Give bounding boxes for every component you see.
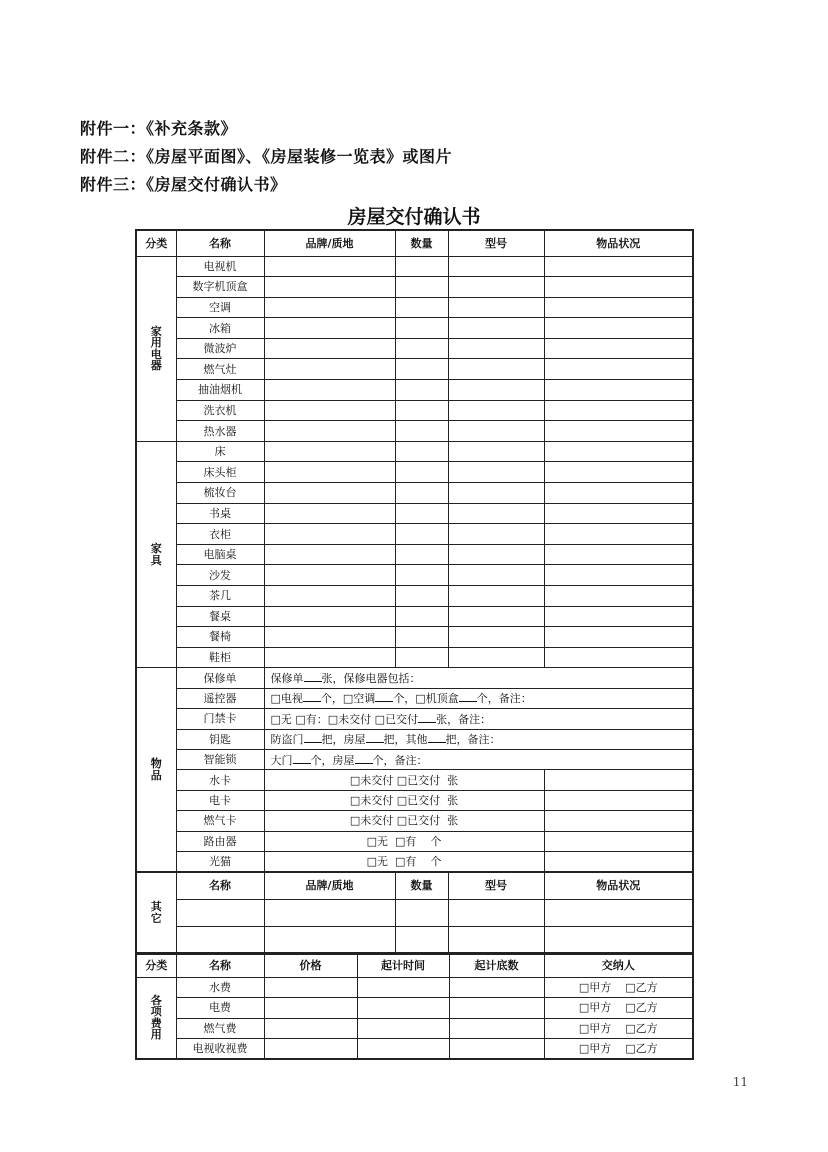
cell — [395, 483, 448, 504]
header-model: 型号 — [448, 230, 544, 256]
cell — [544, 359, 693, 380]
cell — [395, 524, 448, 545]
delivery-status: □未交付 □已交付 张 — [264, 811, 544, 831]
cell — [395, 565, 448, 586]
attachment-2: 附件二：《房屋平面图》、《房屋装修一览表》或图片 — [80, 147, 453, 166]
item-name: 光猫 — [176, 851, 264, 871]
cell — [544, 770, 693, 790]
table-row — [136, 977, 693, 998]
table-row — [136, 297, 693, 318]
cell — [357, 1018, 449, 1039]
cell — [449, 1018, 544, 1039]
blank-line — [303, 692, 321, 702]
blank-line — [293, 754, 311, 764]
cell — [544, 565, 693, 586]
cell — [544, 297, 693, 318]
cell — [395, 544, 448, 565]
cell — [264, 380, 395, 401]
table-row — [136, 1018, 693, 1039]
cell — [448, 926, 544, 953]
cell — [448, 380, 544, 401]
cell — [448, 256, 544, 277]
item-name: 茶几 — [176, 586, 264, 607]
others-header-quantity: 数量 — [395, 872, 448, 899]
item-name: 床头柜 — [176, 462, 264, 483]
blank-line — [304, 733, 322, 743]
cell — [176, 926, 264, 953]
item-name: 沙发 — [176, 565, 264, 586]
item-name: 门禁卡 — [176, 709, 264, 729]
table-row — [136, 380, 693, 401]
table-row — [136, 811, 693, 831]
fees-header-start-reading: 起计底数 — [449, 954, 544, 977]
item-name: 餐桌 — [176, 606, 264, 627]
cell — [264, 998, 357, 1019]
category-appliances: 家用电器 — [136, 256, 176, 441]
table-header-row — [136, 230, 693, 256]
cell — [264, 441, 395, 462]
header-category: 分类 — [136, 230, 176, 256]
item-name: 床 — [176, 441, 264, 462]
cell — [544, 586, 693, 607]
table-row — [136, 318, 693, 339]
delivery-status: □无 □有 个 — [264, 831, 544, 851]
table-row — [136, 749, 693, 769]
cell — [448, 483, 544, 504]
cell — [544, 277, 693, 298]
detail-text: □无 □有：□未交付 □已交付 — [270, 712, 419, 726]
table-row — [136, 421, 693, 442]
detail-text: □电视 — [270, 692, 303, 706]
cell — [264, 297, 395, 318]
item-name: 水卡 — [176, 770, 264, 790]
detail-text: 把，其他 — [383, 733, 428, 747]
detail-text: 个，房屋 — [310, 753, 355, 767]
cell — [264, 277, 395, 298]
cell — [395, 318, 448, 339]
blank-line — [304, 672, 322, 682]
fees-header-row — [136, 954, 693, 977]
cell — [264, 647, 395, 668]
detail-text: 个，备注： — [372, 753, 428, 767]
detail-text: 大门 — [270, 753, 293, 767]
fee-name: 燃气费 — [176, 1018, 264, 1039]
table-row — [136, 400, 693, 421]
blank-line — [418, 713, 436, 723]
table-row — [136, 770, 693, 790]
table-row — [136, 524, 693, 545]
cell — [544, 338, 693, 359]
cell — [264, 1018, 357, 1039]
item-name: 热水器 — [176, 421, 264, 442]
cell — [544, 400, 693, 421]
cell — [448, 338, 544, 359]
cell — [264, 256, 395, 277]
blank-line — [355, 754, 373, 764]
cell — [544, 256, 693, 277]
payer-options: □甲方 □乙方 — [544, 998, 693, 1019]
item-name: 燃气卡 — [176, 811, 264, 831]
fee-name: 水费 — [176, 977, 264, 998]
item-detail — [264, 729, 693, 749]
table-row — [136, 831, 693, 851]
cell — [448, 586, 544, 607]
header-brand: 品牌/质地 — [264, 230, 395, 256]
table-row — [136, 338, 693, 359]
cell — [448, 647, 544, 668]
cell — [448, 544, 544, 565]
fees-table — [135, 953, 694, 1060]
cell — [264, 544, 395, 565]
fees-header-category: 分类 — [136, 954, 176, 977]
table-row — [136, 729, 693, 749]
cell — [448, 627, 544, 648]
blank-line — [459, 692, 477, 702]
table-row — [136, 441, 693, 462]
table-row — [136, 277, 693, 298]
cell — [544, 380, 693, 401]
cell — [395, 926, 448, 953]
fees-header-start-time: 起计时间 — [357, 954, 449, 977]
cell — [264, 627, 395, 648]
table-row — [136, 565, 693, 586]
cell — [448, 359, 544, 380]
others-header-brand: 品牌/质地 — [264, 872, 395, 899]
cell — [448, 297, 544, 318]
cell — [395, 899, 448, 926]
item-name: 电脑桌 — [176, 544, 264, 565]
cell — [264, 318, 395, 339]
cell — [264, 462, 395, 483]
delivery-status: □无 □有 个 — [264, 851, 544, 871]
cell — [544, 899, 693, 926]
others-row — [136, 926, 693, 953]
payer-options: □甲方 □乙方 — [544, 1039, 693, 1060]
cell — [357, 998, 449, 1019]
item-detail — [264, 749, 693, 769]
cell — [176, 899, 264, 926]
blank-line — [375, 692, 393, 702]
detail-text: 个，备注： — [476, 692, 532, 706]
table-row — [136, 544, 693, 565]
category-others: 其它 — [136, 872, 176, 953]
cell — [448, 421, 544, 442]
cell — [264, 977, 357, 998]
detail-text: 个，□机顶盒 — [393, 692, 459, 706]
cell — [395, 359, 448, 380]
blank-line — [366, 733, 384, 743]
detail-text: 把，房屋 — [321, 733, 366, 747]
table-row — [136, 851, 693, 871]
cell — [544, 421, 693, 442]
item-detail — [264, 709, 693, 729]
fees-header-payer: 交纳人 — [544, 954, 693, 977]
cell — [395, 586, 448, 607]
cell — [357, 977, 449, 998]
cell — [448, 400, 544, 421]
detail-text: 张，保修电器包括： — [321, 672, 421, 686]
delivery-status: □未交付 □已交付 张 — [264, 790, 544, 810]
item-name: 电卡 — [176, 790, 264, 810]
cell — [395, 647, 448, 668]
cell — [544, 627, 693, 648]
payer-options: □甲方 □乙方 — [544, 1018, 693, 1039]
cell — [448, 277, 544, 298]
cell — [395, 400, 448, 421]
cell — [544, 483, 693, 504]
table-row — [136, 503, 693, 524]
cell — [395, 441, 448, 462]
cell — [448, 606, 544, 627]
detail-text: 把，备注： — [445, 733, 501, 747]
cell — [395, 627, 448, 648]
cell — [544, 647, 693, 668]
delivery-table — [135, 229, 694, 873]
cell — [264, 1039, 357, 1060]
item-name: 智能锁 — [176, 749, 264, 769]
attachment-3: 附件三：《房屋交付确认书》 — [80, 175, 287, 194]
cell — [449, 998, 544, 1019]
cell — [544, 503, 693, 524]
item-name: 书桌 — [176, 503, 264, 524]
table-row — [136, 709, 693, 729]
delivery-status: □未交付 □已交付 张 — [264, 770, 544, 790]
header-name: 名称 — [176, 230, 264, 256]
fees-header-name: 名称 — [176, 954, 264, 977]
table-row — [136, 647, 693, 668]
fees-header-price: 价格 — [264, 954, 357, 977]
cell — [395, 380, 448, 401]
cell — [448, 462, 544, 483]
table-row — [136, 790, 693, 810]
item-name: 餐椅 — [176, 627, 264, 648]
cell — [264, 359, 395, 380]
attachment-1: 附件一：《补充条款》 — [80, 119, 238, 138]
others-header-condition: 物品状况 — [544, 872, 693, 899]
cell — [395, 606, 448, 627]
item-name: 衣柜 — [176, 524, 264, 545]
table-row — [136, 688, 693, 708]
item-name: 遥控器 — [176, 688, 264, 708]
cell — [448, 441, 544, 462]
others-fees-table — [135, 871, 694, 954]
item-name: 空调 — [176, 297, 264, 318]
blank-line — [428, 733, 446, 743]
cell — [448, 503, 544, 524]
table-row — [136, 668, 693, 688]
cell — [448, 524, 544, 545]
cell — [264, 338, 395, 359]
detail-text: 保修单 — [270, 672, 304, 686]
table-row — [136, 1039, 693, 1060]
cell — [395, 256, 448, 277]
cell — [448, 899, 544, 926]
table-row — [136, 359, 693, 380]
category-fees: 各项费用 — [136, 977, 176, 1059]
item-name: 钥匙 — [176, 729, 264, 749]
detail-text: 个，□空调 — [320, 692, 376, 706]
table-row — [136, 483, 693, 504]
item-name: 梳妆台 — [176, 483, 264, 504]
cell — [264, 586, 395, 607]
header-quantity: 数量 — [395, 230, 448, 256]
cell — [395, 297, 448, 318]
category-goods: 物品 — [136, 668, 176, 872]
item-name: 鞋柜 — [176, 647, 264, 668]
table-row — [136, 627, 693, 648]
item-detail — [264, 688, 693, 708]
cell — [544, 524, 693, 545]
cell — [448, 565, 544, 586]
item-detail — [264, 668, 693, 688]
cell — [544, 811, 693, 831]
header-condition: 物品状况 — [544, 230, 693, 256]
table-row — [136, 998, 693, 1019]
cell — [544, 318, 693, 339]
detail-text: 张，备注： — [436, 712, 492, 726]
cell — [395, 338, 448, 359]
cell — [264, 524, 395, 545]
item-name: 电视机 — [176, 256, 264, 277]
item-name: 燃气灶 — [176, 359, 264, 380]
cell — [544, 544, 693, 565]
cell — [544, 441, 693, 462]
cell — [264, 565, 395, 586]
item-name: 洗衣机 — [176, 400, 264, 421]
item-name: 冰箱 — [176, 318, 264, 339]
cell — [357, 1039, 449, 1060]
cell — [395, 277, 448, 298]
payer-options: □甲方 □乙方 — [544, 977, 693, 998]
fee-name: 电费 — [176, 998, 264, 1019]
cell — [449, 977, 544, 998]
cell — [448, 318, 544, 339]
others-row — [136, 899, 693, 926]
table-row — [136, 462, 693, 483]
cell — [395, 462, 448, 483]
cell — [544, 851, 693, 871]
item-name: 保修单 — [176, 668, 264, 688]
category-furniture: 家具 — [136, 441, 176, 668]
document-title: 房屋交付确认书 — [347, 206, 481, 228]
others-header-model: 型号 — [448, 872, 544, 899]
others-header-name: 名称 — [176, 872, 264, 899]
cell — [264, 483, 395, 504]
cell — [264, 899, 395, 926]
page-number: 11 — [732, 1075, 748, 1089]
others-header-row — [136, 872, 693, 899]
cell — [544, 462, 693, 483]
fee-name: 电视收视费 — [176, 1039, 264, 1060]
table-row — [136, 586, 693, 607]
cell — [264, 421, 395, 442]
cell — [264, 400, 395, 421]
cell — [544, 606, 693, 627]
cell — [544, 831, 693, 851]
item-name: 数字机顶盒 — [176, 277, 264, 298]
item-name: 微波炉 — [176, 338, 264, 359]
table-row — [136, 606, 693, 627]
cell — [264, 606, 395, 627]
detail-text: 防盗门 — [270, 733, 304, 747]
item-name: 路由器 — [176, 831, 264, 851]
cell — [395, 503, 448, 524]
cell — [544, 790, 693, 810]
cell — [395, 421, 448, 442]
cell — [264, 926, 395, 953]
table-row — [136, 256, 693, 277]
item-name: 抽油烟机 — [176, 380, 264, 401]
cell — [449, 1039, 544, 1060]
cell — [544, 926, 693, 953]
cell — [264, 503, 395, 524]
